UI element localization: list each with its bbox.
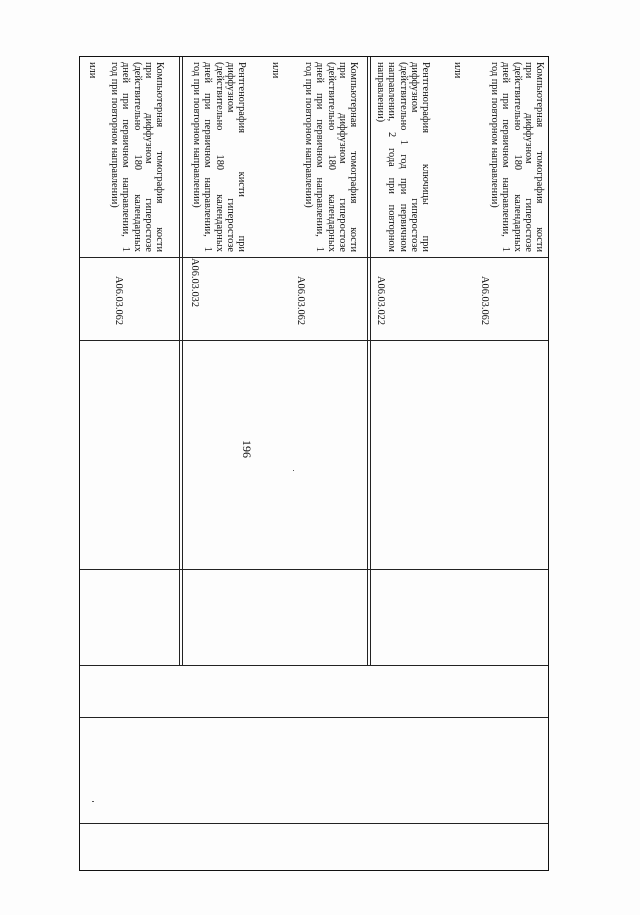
- cell-divider: [80, 340, 548, 341]
- service-line: дней при первичном направлении, 1: [500, 62, 512, 252]
- row-divider: [80, 717, 548, 718]
- service-line: (действительно 180 календарных: [511, 62, 523, 252]
- column-divider: [367, 57, 368, 665]
- service-code: A06.03.062: [479, 276, 490, 326]
- service-description: [109, 62, 165, 252]
- service-line: Компьютерная томография кости: [154, 62, 165, 252]
- service-line: год при повторном направлении): [303, 62, 315, 208]
- row-divider: [80, 823, 548, 824]
- service-code: A06.03.062: [113, 276, 124, 326]
- row-divider: [80, 665, 548, 666]
- service-line: Рентгенография ключицы при: [420, 62, 431, 252]
- service-line: диффузном гиперостозе: [224, 62, 236, 252]
- service-line: год при повторном направлении): [489, 62, 501, 208]
- service-code: A06.03.062: [295, 276, 306, 326]
- service-line: дней при первичном направлении, 1: [120, 62, 132, 252]
- cell-divider: [80, 569, 548, 570]
- service-line: (действительно 180 календарных: [213, 62, 225, 252]
- column-divider: [182, 57, 183, 665]
- cell-divider: [80, 257, 548, 258]
- service-line: дней при первичном направлении, 1: [314, 62, 326, 252]
- scan-speck: [92, 801, 94, 802]
- service-line: направлении, 2 года при повторном: [386, 62, 398, 252]
- service-line: (действительно 180 календарных: [131, 62, 143, 252]
- service-line: при диффузном гиперостозе: [336, 62, 348, 252]
- service-description: [489, 62, 545, 252]
- service-description: [191, 62, 247, 252]
- service-line: (действительно 180 календарных: [325, 62, 337, 252]
- service-line: направлении): [375, 62, 387, 123]
- service-line: дней при первичном направлении, 1: [202, 62, 214, 252]
- column-divider: [370, 57, 371, 665]
- service-line: Рентгенография кисти при: [236, 62, 247, 252]
- service-description: [375, 62, 431, 252]
- service-line: Компьютерная томография кости: [348, 62, 359, 252]
- service-line: при диффузном гиперостозе: [142, 62, 154, 252]
- or-label: или: [270, 62, 281, 79]
- service-line: диффузном гиперостозе: [408, 62, 420, 252]
- service-line: (действительно 1 год при первичном: [397, 62, 409, 252]
- page-number: 196: [240, 440, 254, 458]
- service-line: год при повторном направлении): [109, 62, 121, 208]
- service-line: Компьютерная томография кости: [534, 62, 545, 252]
- or-label: или: [452, 62, 463, 79]
- service-line: при диффузном гиперостозе: [522, 62, 534, 252]
- column-divider: [179, 57, 180, 665]
- or-label: или: [87, 62, 98, 79]
- service-code: A06.03.032: [189, 258, 200, 308]
- scan-speck: [293, 470, 294, 471]
- service-description: [303, 62, 359, 252]
- service-line: год при повторном направлении): [191, 62, 203, 208]
- service-code: A06.03.022: [375, 276, 386, 326]
